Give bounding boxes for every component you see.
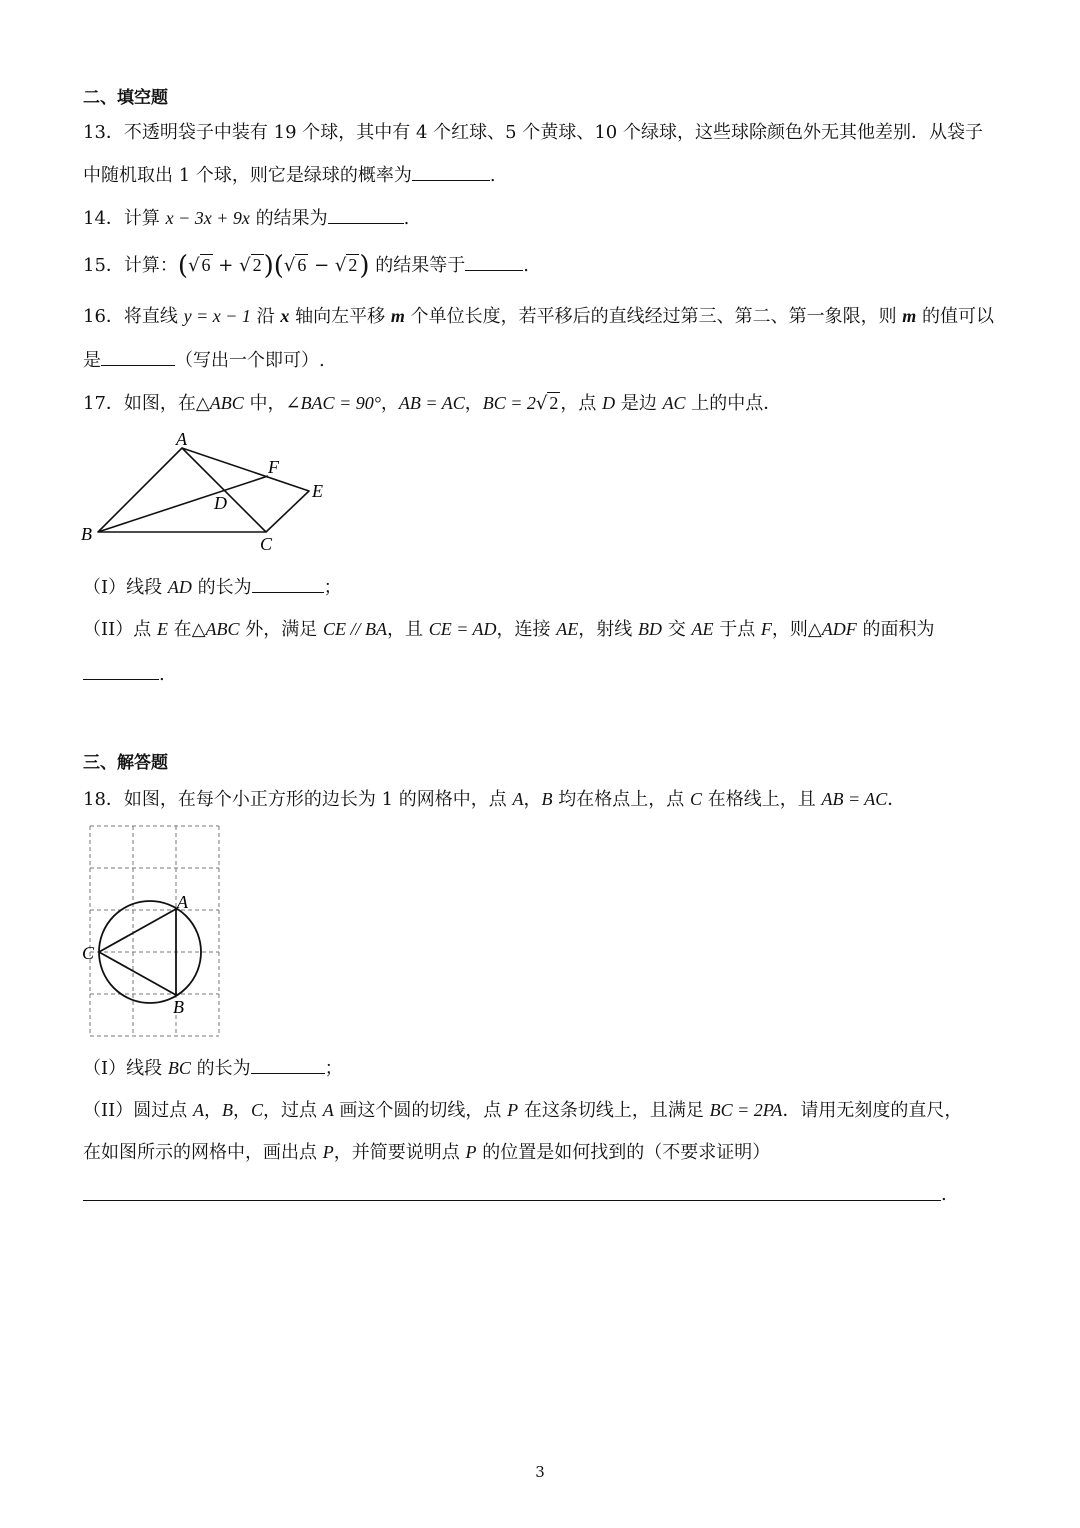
triangle-abc bbox=[99, 909, 176, 995]
q15: 15．计算：(√ 6 + √ 2)(√ 6 − √ 2) 的结果等于 . bbox=[83, 251, 529, 281]
label-a: A bbox=[177, 892, 188, 912]
label-a: A bbox=[176, 429, 187, 449]
answer-blank[interactable] bbox=[412, 162, 490, 181]
ray-bd bbox=[98, 476, 268, 532]
answer-blank[interactable] bbox=[328, 205, 404, 224]
q18-answer-line[interactable] bbox=[83, 1200, 941, 1201]
label-c: C bbox=[82, 943, 95, 963]
label-b: B bbox=[173, 997, 184, 1017]
q18-part2-line1: （II）圆过点 A，B，C，过点 A 画这个圆的切线，点 P 在这条切线上，且满足 BC = 2PA．请用无刻度的直尺， bbox=[83, 1100, 963, 1121]
answer-blank[interactable] bbox=[465, 252, 523, 271]
q13-line2: 中随机取出 1 个球，则它是绿球的概率为 . bbox=[83, 162, 496, 189]
label-d: D bbox=[214, 493, 227, 513]
q17-part1: （I）线段 AD 的长为 ； bbox=[83, 574, 342, 601]
triangle-abc bbox=[98, 448, 266, 532]
page-number: 3 bbox=[535, 1463, 545, 1481]
label-e: E bbox=[312, 481, 323, 501]
label-c: C bbox=[260, 534, 273, 554]
q16-line2: 是 （写出一个即可）. bbox=[83, 347, 325, 374]
q18-part2-line2: 在如图所示的网格中，画出点 P，并简要说明点 P 的位置是如何找到的（不要求证明） bbox=[83, 1142, 771, 1163]
q16-line1: 16．将直线 y = x − 1 沿 x 轴向左平移 m 个单位长度，若平移后的直线经过第三、第二、第一象限，则 m 的值可以 bbox=[83, 306, 995, 327]
q18-grid-figure bbox=[80, 820, 230, 1042]
q17-statement: 17．如图，在△ABC 中，∠BAC = 90°，AB = AC，BC = 2√ 2 ，点 D 是边 AC 上的中点． bbox=[83, 393, 782, 414]
label-b: B bbox=[81, 524, 92, 544]
answer-blank[interactable] bbox=[251, 1055, 325, 1074]
answer-blank[interactable] bbox=[83, 661, 159, 680]
q18-statement: 18．如图，在每个小正方形的边长为 1 的网格中，点 A，B 均在格点上，点 C 在格线上，且 AB = AC． bbox=[83, 789, 906, 810]
section-heading-fill-blank: 二、填空题 bbox=[83, 88, 168, 108]
q13-line1: 13．不透明袋子中装有 19 个球，其中有 4 个红球、5 个黄球、10 个绿球，这些球除颜色外无其他差别．从袋子 bbox=[83, 122, 983, 143]
segment-a-e-c bbox=[182, 448, 309, 532]
dashed-grid bbox=[90, 826, 219, 1036]
answer-line-period: . bbox=[941, 1184, 947, 1205]
q18-part1: （I）线段 BC 的长为 ； bbox=[83, 1055, 343, 1082]
section-heading-solutions: 三、解答题 bbox=[83, 753, 168, 773]
q14: 14．计算 x − 3x + 9x 的结果为 . bbox=[83, 205, 409, 232]
q17-figure bbox=[78, 428, 338, 558]
label-f: F bbox=[268, 457, 279, 477]
answer-blank[interactable] bbox=[101, 347, 175, 366]
q17-part2-answer: . bbox=[83, 661, 165, 688]
q17-part2: （II）点 E 在△ABC 外，满足 CE // BA，且 CE = AD，连接 AE，射线 BD 交 AE 于点 F，则△ADF 的面积为 bbox=[83, 619, 935, 640]
answer-blank[interactable] bbox=[252, 574, 324, 593]
